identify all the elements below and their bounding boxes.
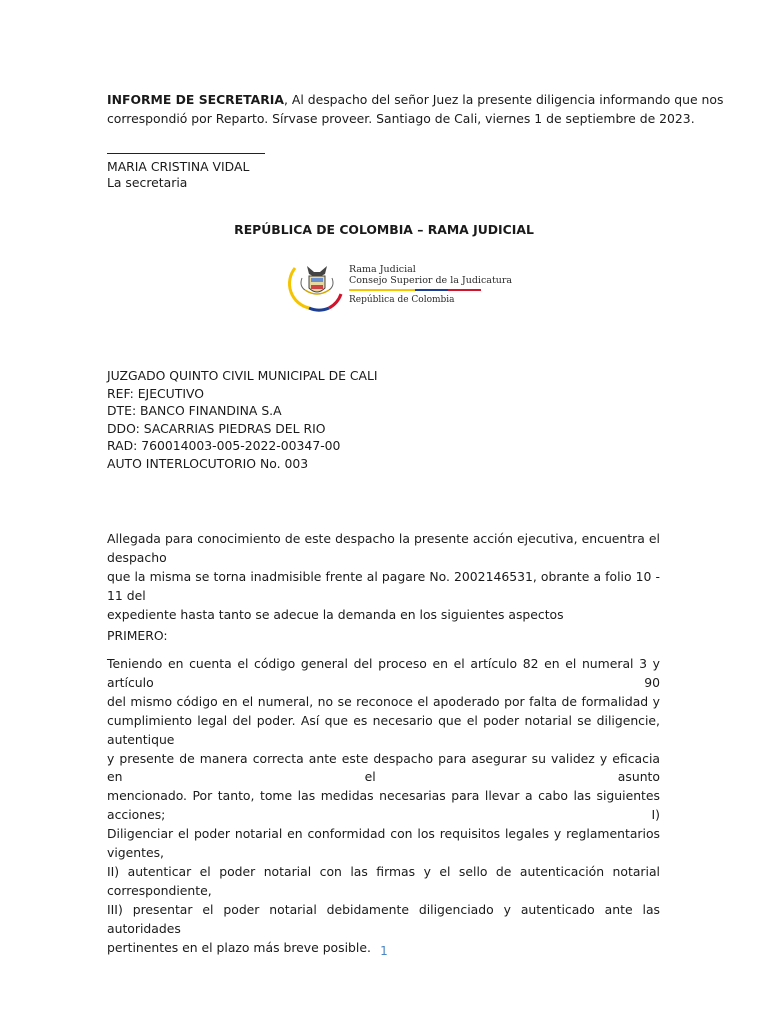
paragraph-line: y presente de manera correcta ante este despacho para asegurar su validez y eficacia en el asunto bbox=[107, 750, 660, 785]
signer-role: La secretaria bbox=[107, 175, 188, 190]
logo-tricolor-divider bbox=[349, 289, 481, 292]
paragraph-line: Diligenciar el poder notarial en conformidad con los requisitos legales y reglamentarios vigentes, bbox=[107, 826, 660, 861]
document-heading: REPÚBLICA DE COLOMBIA – RAMA JUDICIAL bbox=[234, 222, 534, 237]
paragraph-line: III) presentar el poder notarial debidamente diligenciado y autenticado ante las autoridades bbox=[107, 901, 660, 936]
logo-line-1: Rama Judicial bbox=[349, 264, 416, 275]
informe-line-1 bbox=[107, 91, 723, 108]
case-info-line: AUTO INTERLOCUTORIO No. 003 bbox=[107, 455, 309, 471]
signature-line bbox=[107, 153, 265, 154]
signer-name: MARIA CRISTINA VIDAL bbox=[107, 159, 250, 174]
paragraph-line: que la misma se torna inadmisible frente al pagare No. 2002146531, obrante a folio 10 - 11 del bbox=[107, 568, 660, 603]
paragraph-line: expediente hasta tanto se adecue la demanda en los siguientes aspectos bbox=[107, 606, 564, 622]
section-title: PRIMERO: bbox=[107, 628, 168, 643]
informe-line-2: correspondió por Reparto. Sírvase proveer. Santiago de Cali, viernes 1 de septiembre de 2023. bbox=[107, 111, 695, 126]
paragraph-line: mencionado. Por tanto, tome las medidas necesarias para llevar a cabo las siguientes acciones; I) bbox=[107, 788, 660, 823]
paragraph-line: cumplimiento legal del poder. Así que es necesario que el poder notarial se diligencie, autentique bbox=[107, 712, 660, 747]
paragraph-line: pertinentes en el plazo más breve posible. bbox=[107, 939, 371, 955]
paragraph-line: Teniendo en cuenta el código general del proceso en el artículo 82 en el numeral 3 y artículo 90 bbox=[107, 656, 660, 690]
case-info-line: REF: EJECUTIVO bbox=[107, 385, 204, 401]
informe-label: INFORME DE SECRETARIA bbox=[107, 92, 284, 107]
logo-line-3: República de Colombia bbox=[349, 295, 455, 305]
paragraph-line: Allegada para conocimiento de este despacho la presente acción ejecutiva, encuentra el despacho bbox=[107, 531, 660, 565]
paragraph-line: del mismo código en el numeral, no se reconoce el apoderado por falta de formalidad y bbox=[107, 693, 660, 709]
logo-line-2: Consejo Superior de la Judicatura bbox=[349, 275, 513, 286]
primero-paragraph bbox=[107, 655, 660, 958]
informe-text: , Al despacho del señor Juez la presente diligencia informando que nos bbox=[284, 92, 724, 107]
case-info-line: RAD: 760014003-005-2022-00347-00 bbox=[107, 438, 341, 453]
case-info-line: DTE: BANCO FINANDINA S.A bbox=[107, 403, 282, 418]
case-info-line: JUZGADO QUINTO CIVIL MUNICIPAL DE CALI bbox=[107, 368, 378, 383]
rama-judicial-logo bbox=[287, 254, 513, 314]
intro-paragraph bbox=[107, 530, 660, 625]
case-info-line: DDO: SACARRIAS PIEDRAS DEL RIO bbox=[107, 420, 326, 436]
coat-of-arms-icon bbox=[287, 254, 347, 314]
page-number: 1 bbox=[380, 944, 388, 958]
paragraph-line: II) autenticar el poder notarial con las firmas y el sello de autenticación notarial correspondiente, bbox=[107, 863, 660, 898]
